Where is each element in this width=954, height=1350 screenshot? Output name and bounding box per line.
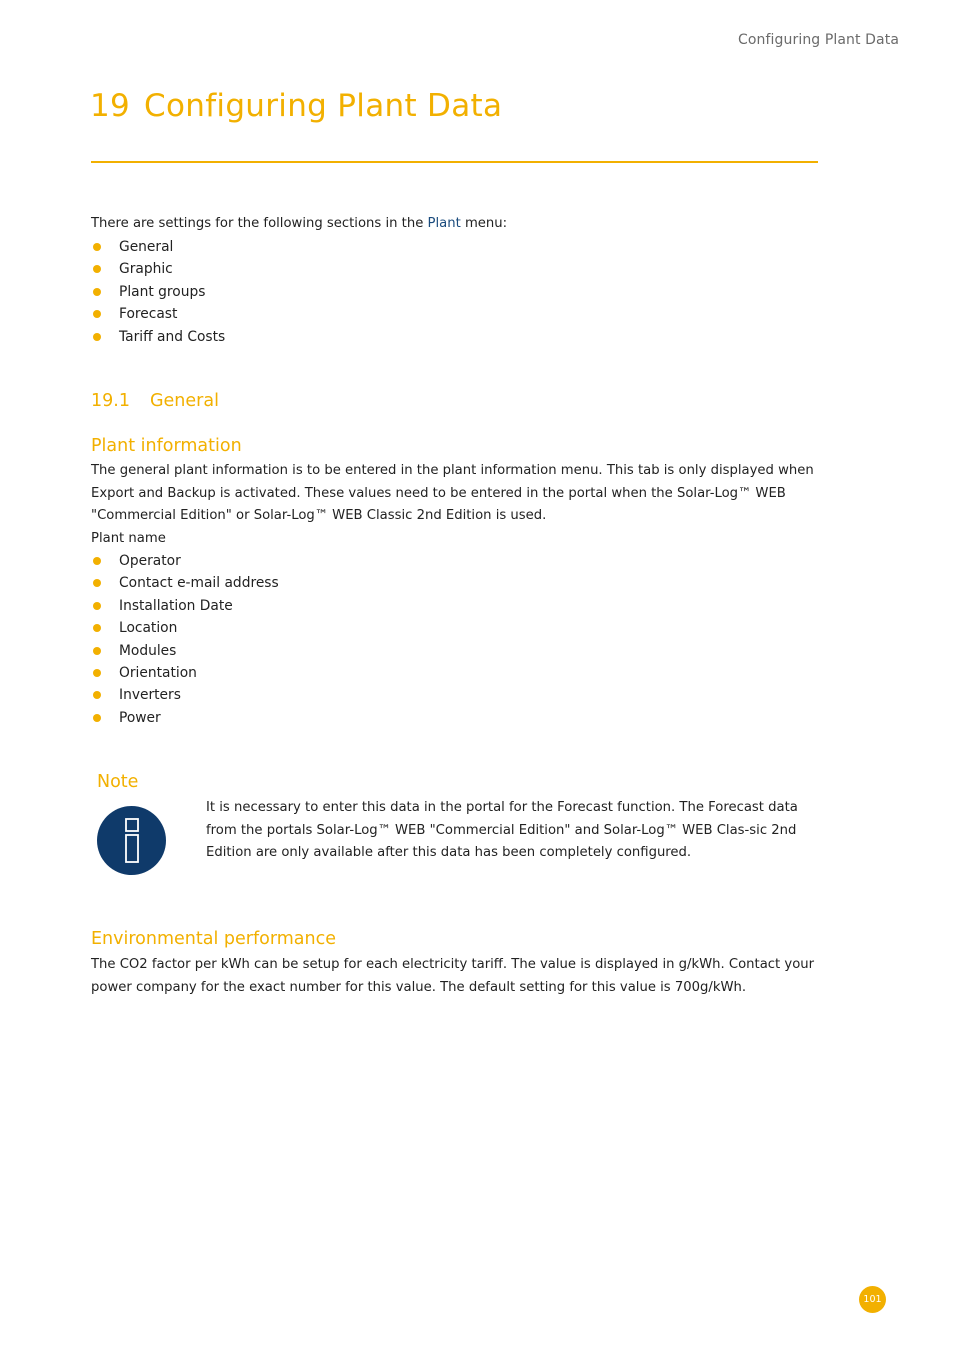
list-item [91, 707, 279, 729]
bullet-icon [93, 243, 101, 251]
plant-menu-sections-list [91, 236, 225, 348]
list-item-label: Power [119, 709, 161, 726]
list-item-label: Location [119, 620, 178, 637]
bullet-icon [93, 265, 101, 273]
list-item-label: Forecast [119, 306, 178, 323]
title-divider [91, 161, 818, 163]
chapter-title-text: Configuring Plant Data [144, 88, 503, 124]
list-item [91, 617, 279, 639]
list-item [91, 236, 225, 258]
bullet-icon [93, 691, 101, 699]
list-item-label: General [119, 239, 174, 255]
list-item [91, 326, 225, 348]
plant-name-label: Plant name [91, 531, 166, 546]
section-number: 19.1 [91, 391, 130, 411]
environmental-performance-paragraph: The CO2 factor per kWh can be setup for each electricity tariff. The value is displayed in g/kWh. Contact your power company for the exact number for this value. The default setting for this value is 700g/kWh. [91, 957, 815, 995]
plant-menu-link[interactable]: Plant [427, 216, 461, 231]
bullet-icon [93, 602, 101, 610]
list-item-label: Contact e-mail address [119, 575, 279, 592]
list-item [91, 662, 279, 684]
section-title: General [149, 391, 219, 411]
plant-information-heading: Plant information [91, 436, 242, 456]
list-item-label: Operator [119, 553, 181, 569]
list-item-label: Modules [119, 642, 177, 659]
list-item-label: Orientation [119, 664, 197, 681]
note-text: It is necessary to enter this data in the portal for the Forecast function. The Forecast data from the portals Solar-Log™ WEB "Commercial Edition" and Solar-Log™ WEB Clas-sic 2nd Edition are only available after this data has been completely configured. [206, 800, 798, 860]
bullet-icon [93, 557, 101, 565]
list-item [91, 550, 279, 572]
intro-paragraph [91, 213, 821, 236]
environmental-performance-heading: Environmental performance [91, 929, 336, 949]
bullet-icon [93, 288, 101, 296]
plant-information-paragraph: The general plant information is to be entered in the plant information menu. This tab is only displayed when Export and Backup is activated. These values need to be entered in the portal when the Solar-Log™ WEB "Commercial Edition" or Solar-Log™ WEB Classic 2nd Edition is used. [91, 463, 814, 523]
note-title: Note [97, 772, 139, 792]
bullet-icon [93, 647, 101, 655]
bullet-icon [93, 310, 101, 318]
list-item [91, 281, 225, 303]
list-item-label: Tariff and Costs [119, 328, 226, 345]
running-header: Configuring Plant Data [738, 32, 899, 48]
list-item [91, 258, 225, 280]
list-item [91, 640, 279, 662]
list-item [91, 572, 279, 594]
plant-information-list [91, 550, 279, 729]
list-item-label: Installation Date [119, 597, 233, 614]
list-item [91, 595, 279, 617]
chapter-number: 19 [90, 88, 131, 124]
list-item-label: Plant groups [119, 283, 206, 300]
bullet-icon [93, 333, 101, 341]
bullet-icon [93, 579, 101, 587]
bullet-icon [93, 714, 101, 722]
intro-text-before: There are settings for the following sections in the [91, 216, 428, 231]
list-item [91, 303, 225, 325]
chapter-title [90, 88, 502, 124]
intro-text-after: menu: [460, 216, 508, 231]
list-item-label: Inverters [119, 687, 181, 704]
info-icon [97, 806, 166, 875]
bullet-icon [93, 624, 101, 632]
bullet-icon [93, 669, 101, 677]
list-item [91, 684, 279, 706]
section-heading-general [91, 391, 219, 411]
list-item-label: Graphic [119, 261, 173, 278]
page-number-badge: 101 [859, 1286, 886, 1313]
